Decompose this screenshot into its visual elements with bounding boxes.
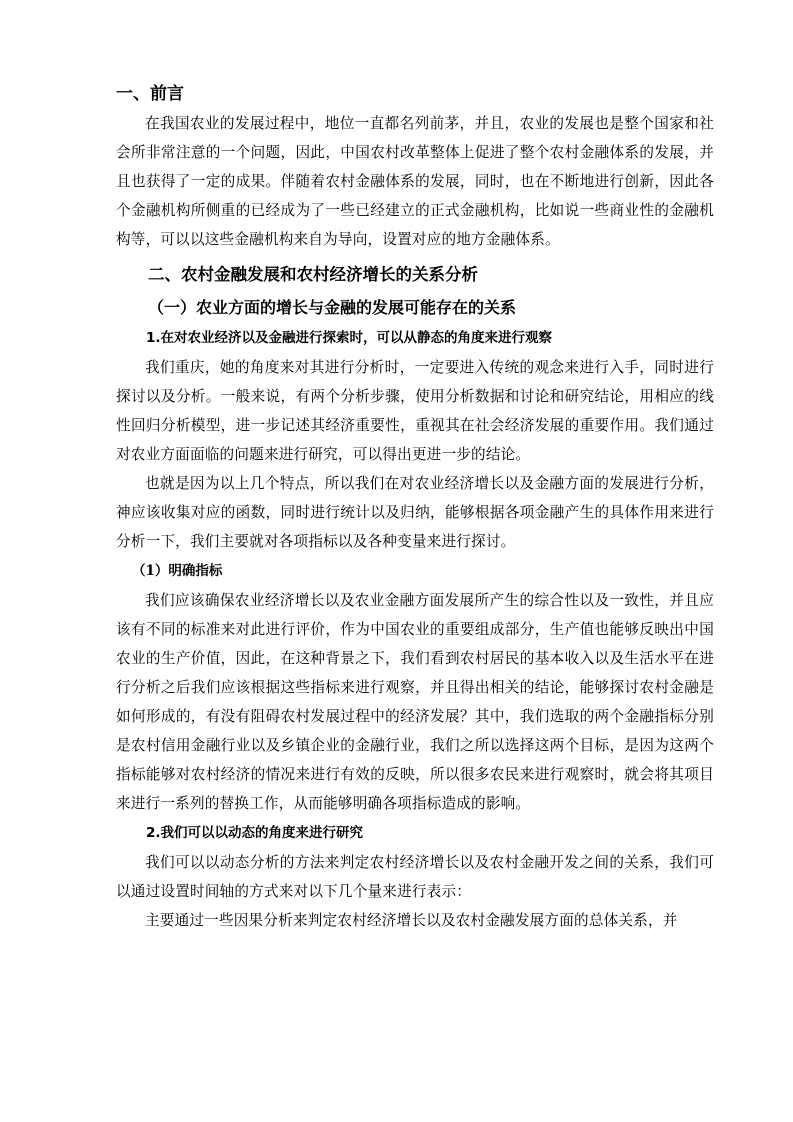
- subsection-heading-1: （一）农业方面的增长与金融的发展可能存在的关系: [148, 298, 517, 317]
- dynamic-analysis-paragraph-2: 主要通过一些因果分析来判定农村经济增长以及农村金融发展方面的总体关系，并: [145, 912, 678, 929]
- item-heading-static: 1.在对农业经济以及金融进行探索时，可以从静态的角度来进行观察: [146, 330, 553, 346]
- preface-paragraph: 在我国农业的发展过程中，地位一直都名列前茅，并且，农业的发展也是整个国家和社会所非常注意的一个问题，因此，中国农村改革整体上促进了整个农村金融体系的发展，并且也获得了一定的成果。伴随着农村金融体系的发展，同时，也在不断地进行创新，因此各个金融机构所侧重的已经成为了一些已经建立的正式金融机构，比如说一些商业性的金融机构等，可以以这些金融机构来自为导向，设置对应的地方金融体系。: [116, 115, 714, 248]
- static-analysis-paragraph-1: 我们重庆，她的角度来对其进行分析时，一定要进入传统的观念来进行入手，同时进行探讨以及分析。一般来说，有两个分析步骤，使用分析数据和讨论和研究结论，用相应的线性回归分析模型，进一步记述其经济重要性，重视其在社会经济发展的重要作用。我们通过对农业方面面临的问题来进行研究，可以得出更进一步的结论。: [116, 359, 714, 463]
- document-page: [116, 79, 714, 935]
- section-heading-analysis: 二、农村金融发展和农村经济增长的关系分析: [148, 265, 478, 284]
- dynamic-analysis-paragraph-1: 我们可以以动态分析的方法来判定农村经济增长以及农村金融开发之间的关系，我们可以通过设置时间轴的方式来对以下几个量来进行表示：: [116, 854, 714, 900]
- item-heading-dynamic: 2.我们可以以动态的角度来进行研究: [146, 825, 364, 841]
- indicators-paragraph: 我们应该确保农业经济增长以及农业金融方面发展所产生的综合性以及一致性，并且应该有不同的标准来对此进行评价，作为中国农业的重要组成部分，生产值也能够反映出中国农业的生产价值，因此，在这种背景之下，我们看到农村居民的基本收入以及生活水平在进行分析之后我们应该根据这些指标来进行观察，并且得出相关的结论，能够探讨农村金融是如何形成的，有没有阻碍农村发展过程中的经济发展？其中，我们选取的两个金融指标分别是农村信用金融行业以及乡镇企业的金融行业，我们之所以选择这两个目标，是因为这两个指标能够对农村经济的情况来进行有效的反映，所以很多农民来进行观察时，就会将其项目来进行一系列的替换工作，从而能够明确各项指标造成的影响。: [116, 592, 714, 812]
- section-heading-preface: 一、前言: [116, 84, 184, 104]
- static-analysis-paragraph-2: 也就是因为以上几个特点，所以我们在对农业经济增长以及金融方面的发展进行分析，神应该收集对应的函数，同时进行统计以及归纳，能够根据各项金融产生的具体作用来进行分析一下，我们主要就对各项指标以及各种变量来进行探讨。: [116, 475, 714, 550]
- sub-item-heading-indicators: （1）明确指标: [132, 563, 223, 579]
